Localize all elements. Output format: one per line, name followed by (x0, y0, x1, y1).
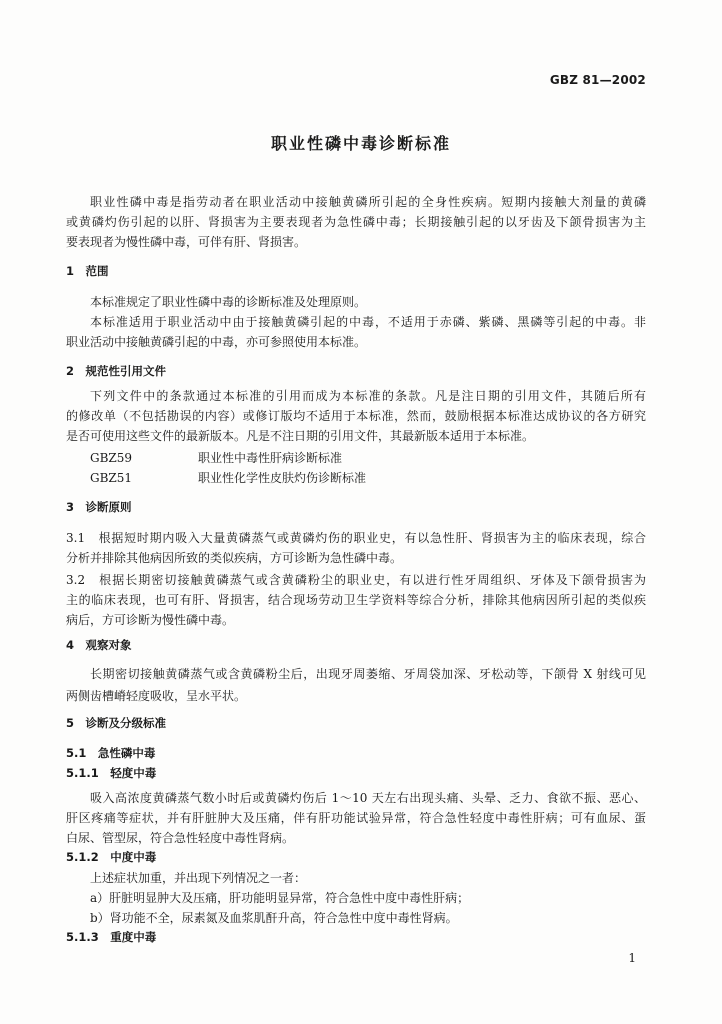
paragraph-line: 上述症状加重，并出现下列情况之一者： (90, 871, 307, 885)
paragraph-line: 主的临床表现，也可有肝、肾损害，结合现场劳动卫生学资料等综合分析，排除其他病因所引起的类似疾 (66, 593, 646, 607)
list-item: b）肾功能不全，尿素氮及血浆肌酐升高，符合急性中度中毒性肾病。 (90, 911, 458, 925)
subsection-heading: 5.1.1 轻度中毒 (66, 766, 157, 780)
section-heading-scope: 1 范围 (66, 264, 109, 278)
subsection-heading: 5.1.3 重度中毒 (66, 930, 157, 944)
list-item: a）肝脏明显肿大及压痛，肝功能明显异常，符合急性中度中毒性肝病； (90, 891, 470, 905)
paragraph-line: 3.2 根据长期密切接触黄磷蒸气或含黄磷粉尘的职业史，有以进行性牙周组织、牙体及下颌骨损害为 (66, 573, 646, 587)
reference-title: 职业性化学性皮肤灼伤诊断标准 (198, 471, 367, 485)
section-heading-diagnosis-grading: 5 诊断及分级标准 (66, 716, 167, 730)
paragraph-line: 白尿、管型尿，符合急性轻度中毒性肾病。 (66, 831, 295, 845)
paragraph-line: 3.1 根据短时期内吸入大量黄磷蒸气或黄磷灼伤的职业史，有以急性肝、肾损害为主的临床表现，综合 (66, 531, 646, 545)
page-number: 1 (628, 951, 636, 965)
intro-line: 或黄磷灼伤引起的以肝、肾损害为主要表现者为急性磷中毒；长期接触引起的以牙齿及下颌骨损害为主 (66, 215, 646, 229)
subsection-heading: 5.1.2 中度中毒 (66, 850, 157, 864)
section-heading-diagnostic-principles: 3 诊断原则 (66, 500, 132, 514)
paragraph-line: 下列文件中的条款通过本标准的引用而成为本标准的条款。凡是注日期的引用文件，其随后所有 (90, 389, 646, 403)
section-heading-observation-subjects: 4 观察对象 (66, 638, 132, 652)
page-title: 职业性磷中毒诊断标准 (270, 134, 451, 153)
paragraph-line: 肝区疼痛等症状，并有肝脏肿大及压痛，伴有肝功能试验异常，符合急性轻度中毒性肝病；可有血尿、蛋 (66, 811, 646, 825)
paragraph-line: 病后，方可诊断为慢性磷中毒。 (66, 613, 235, 627)
paragraph-line: 长期密切接触黄磷蒸气或含黄磷粉尘后，出现牙周萎缩、牙周袋加深、牙松动等，下颌骨 X 射线可见 (90, 667, 646, 681)
paragraph-line: 职业活动中接触黄磷引起的中毒，亦可参照使用本标准。 (66, 335, 367, 349)
reference-code: GBZ59 (90, 451, 133, 465)
paragraph-line: 两侧齿槽嵴轻度吸收，呈水平状。 (66, 689, 247, 703)
paragraph-line: 的修改单（不包括勘误的内容）或修订版均不适用于本标准，然而，鼓励根据本标准达成协议的各方研究 (66, 409, 646, 423)
paragraph-line: 是否可使用这些文件的最新版本。凡是不注日期的引用文件，其最新版本适用于本标准。 (66, 429, 535, 443)
section-heading-normative-references: 2 规范性引用文件 (66, 364, 167, 378)
intro-line: 要表现者为慢性磷中毒，可伴有肝、肾损害。 (66, 235, 307, 249)
paragraph-line: 分析并排除其他病因所致的类似疾病，方可诊断为急性磷中毒。 (66, 551, 403, 565)
paragraph-line: 本标准规定了职业性磷中毒的诊断标准及处理原则。 (90, 295, 367, 309)
reference-title: 职业性中毒性肝病诊断标准 (198, 451, 343, 465)
document-code: GBZ 81—2002 (549, 73, 646, 87)
intro-line: 职业性磷中毒是指劳动者在职业活动中接触黄磷所引起的全身性疾病。短期内接触大剂量的黄磷 (90, 195, 646, 209)
reference-code: GBZ51 (90, 471, 133, 485)
paragraph-line: 本标准适用于职业活动中由于接触黄磷引起的中毒，不适用于赤磷、紫磷、黑磷等引起的中毒。非 (90, 315, 646, 329)
paragraph-line: 吸入高浓度黄磷蒸气数小时后或黄磷灼伤后 1～10 天左右出现头痛、头晕、乏力、食欲不振、恶心、 (90, 791, 646, 805)
subsection-heading: 5.1 急性磷中毒 (66, 746, 156, 760)
